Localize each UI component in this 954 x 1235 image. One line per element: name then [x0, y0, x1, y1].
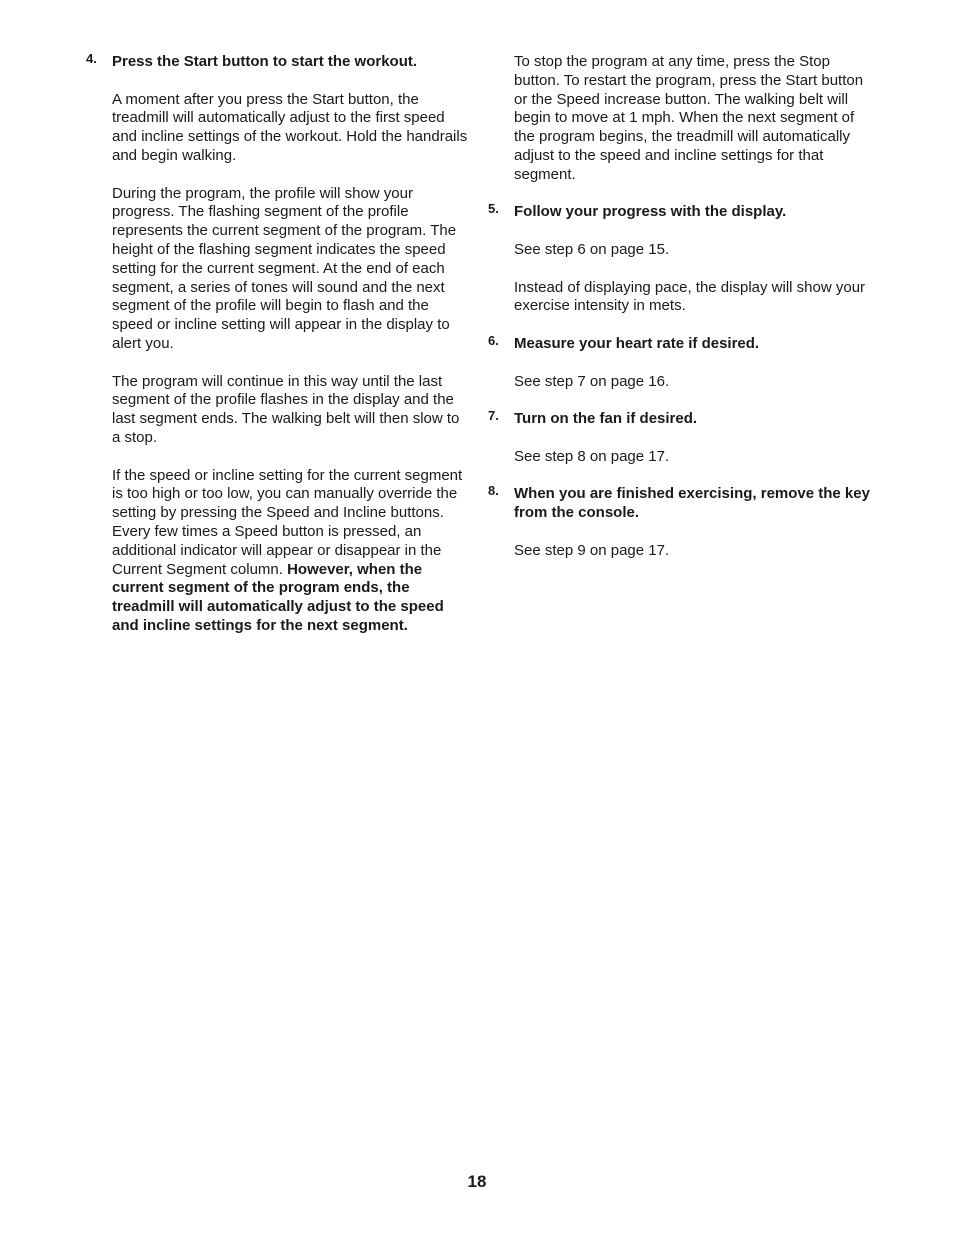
- step-number: 7.: [488, 408, 499, 424]
- paragraph: See step 7 on page 16.: [514, 372, 670, 390]
- page-number: 18: [467, 1172, 487, 1191]
- paragraph-text: If the speed or incline setting for the current segment is too high or too low, you can manually override the setting by pressing the Speed and Incline buttons. Every few times a Speed button is pressed, an additional indicator will appear or disappear in the Current Segment column.: [112, 466, 463, 578]
- step-7: [488, 410, 873, 466]
- step-title: Turn on the fan if desired.: [514, 410, 698, 428]
- paragraph: Instead of displaying pace, the display will show your exercise intensity in mets.: [514, 278, 866, 315]
- step-title: Measure your heart rate if desired.: [514, 334, 760, 352]
- step-number: 5.: [488, 201, 499, 217]
- step-title: Follow your progress with the display.: [514, 203, 787, 221]
- paragraph: During the program, the profile will show your progress. The flashing segment of the profile represents the current segment of the program. The height of the flashing segment indicates the speed setting for the current segment. At the end of each segment, a series of tones will sound and the next segment of the profile will begin to flash and the speed or incline setting will appear in the display to alert you.: [112, 184, 457, 352]
- paragraph-bold-text: However, when the current segment of the program ends, the treadmill will automatically adjust to the speed and incline settings for the next segment.: [112, 560, 444, 634]
- step-title: Press the Start button to start the workout.: [112, 53, 418, 70]
- step-8: [488, 485, 873, 560]
- paragraph: See step 8 on page 17.: [514, 447, 670, 465]
- paragraph: [112, 467, 471, 636]
- paragraph: The program will continue in this way until the last segment of the profile flashes in the display and the last segment ends. The walking belt will then slow to a stop.: [112, 372, 460, 446]
- step-6: [488, 332, 873, 391]
- step-number: 4.: [86, 51, 97, 66]
- paragraph: See step 6 on page 15.: [514, 240, 670, 258]
- step-4: [86, 53, 471, 636]
- paragraph: See step 9 on page 17.: [514, 541, 670, 559]
- paragraph: A moment after you press the Start button, the treadmill will automatically adjust to the first speed and incline settings of the workout. Hold the handrails and begin walking.: [112, 90, 468, 164]
- left-column: [86, 53, 471, 655]
- step-number: 8.: [488, 483, 499, 499]
- paragraph: To stop the program at any time, press the Stop button. To restart the program, press the Start button or the Speed increase button. The walking belt will begin to move at 1 mph. When the next segment of the program begins, the treadmill will automatically adjust to the speed and incline settings for that segment.: [514, 53, 864, 183]
- step-5: [488, 203, 873, 316]
- step-number: 6.: [488, 332, 499, 348]
- step-title: When you are finished exercising, remove the key from the console.: [514, 485, 870, 522]
- right-column: [488, 53, 873, 579]
